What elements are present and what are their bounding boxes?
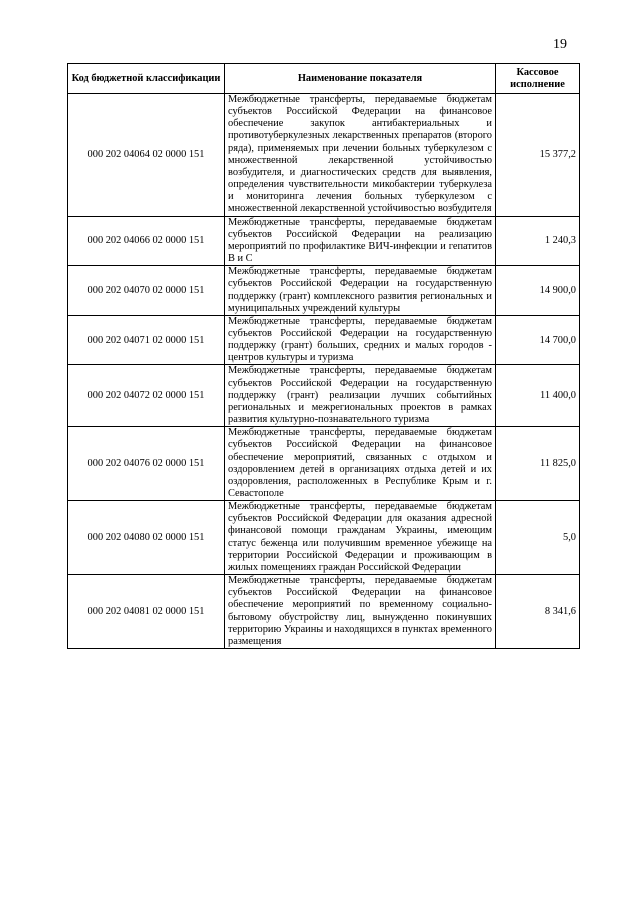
indicator-name-cell: Межбюджетные трансферты, передаваемые бюджетам субъектов Российской Федерации на государственную поддержку (грант) комплексного развития региональных и муниципальных учреждений культуры [225,266,496,316]
table-row [68,216,580,266]
table-row [68,266,580,316]
amount-cell: 11 400,0 [496,365,580,427]
budget-code-cell: 000 202 04080 02 0000 151 [68,501,225,575]
table-row [68,365,580,427]
header-amount: Кассовое исполнение [496,64,580,94]
amount-cell: 15 377,2 [496,94,580,217]
table-header-row [68,64,580,94]
table-row [68,315,580,365]
budget-code-cell: 000 202 04064 02 0000 151 [68,94,225,217]
indicator-name-cell: Межбюджетные трансферты, передаваемые бюджетам субъектов Российской Федерации на государственную поддержку (грант) больших, средних и малых городов - центров культуры и туризма [225,315,496,365]
indicator-name-cell: Межбюджетные трансферты, передаваемые бюджетам субъектов Российской Федерации на финансовое обеспечение мероприятий, связанных с отдыхом и оздоровлением детей в организациях отдыха детей и их оздоровления, расположенных в Республике Крым и г. Севастополе [225,427,496,501]
amount-cell: 11 825,0 [496,427,580,501]
table-row [68,427,580,501]
budget-code-cell: 000 202 04081 02 0000 151 [68,575,225,649]
amount-cell: 14 700,0 [496,315,580,365]
table-row [68,575,580,649]
amount-cell: 5,0 [496,501,580,575]
budget-code-cell: 000 202 04072 02 0000 151 [68,365,225,427]
amount-cell: 1 240,3 [496,216,580,266]
indicator-name-cell: Межбюджетные трансферты, передаваемые бюджетам субъектов Российской Федерации для оказания адресной финансовой помощи гражданам Украины, имеющим статус беженца или получившим временное убежище на территории Российской Федерации и проживающим в жилых помещениях граждан Российской Федерации [225,501,496,575]
table-row [68,501,580,575]
indicator-name-cell: Межбюджетные трансферты, передаваемые бюджетам субъектов Российской Федерации на государственную поддержку (грант) реализации лучших событийных региональных и межрегиональных проектов в рамках развития культурно-познавательного туризма [225,365,496,427]
indicator-name-cell: Межбюджетные трансферты, передаваемые бюджетам субъектов Российской Федерации на финансовое обеспечение закупок антибактериальных и противотуберкулезных лекарственных препаратов (второго ряда), применяемых при лечении больных туберкулезом с множественной лекарственной устойчивостью возбудителя, и диагностических средств для выявления, определения чувствительности микобактерии туберкулеза и мониторинга лечения больных туберкулезом с множественной лекарственной устойчивостью возбудителя [225,94,496,217]
amount-cell: 8 341,6 [496,575,580,649]
header-code: Код бюджетной классификации [68,64,225,94]
budget-code-cell: 000 202 04070 02 0000 151 [68,266,225,316]
indicator-name-cell: Межбюджетные трансферты, передаваемые бюджетам субъектов Российской Федерации на финансовое обеспечение мероприятий по временному социально-бытовому обустройству лиц, вынужденно покинувших территорию Украины и находящихся в пунктах временного размещения [225,575,496,649]
page-number: 19 [553,37,567,52]
indicator-name-cell: Межбюджетные трансферты, передаваемые бюджетам субъектов Российской Федерации на реализацию мероприятий по профилактике ВИЧ-инфекции и гепатитов В и С [225,216,496,266]
budget-execution-table [67,63,580,649]
table-row [68,94,580,217]
header-name: Наименование показателя [225,64,496,94]
amount-cell: 14 900,0 [496,266,580,316]
budget-code-cell: 000 202 04076 02 0000 151 [68,427,225,501]
budget-code-cell: 000 202 04071 02 0000 151 [68,315,225,365]
budget-code-cell: 000 202 04066 02 0000 151 [68,216,225,266]
